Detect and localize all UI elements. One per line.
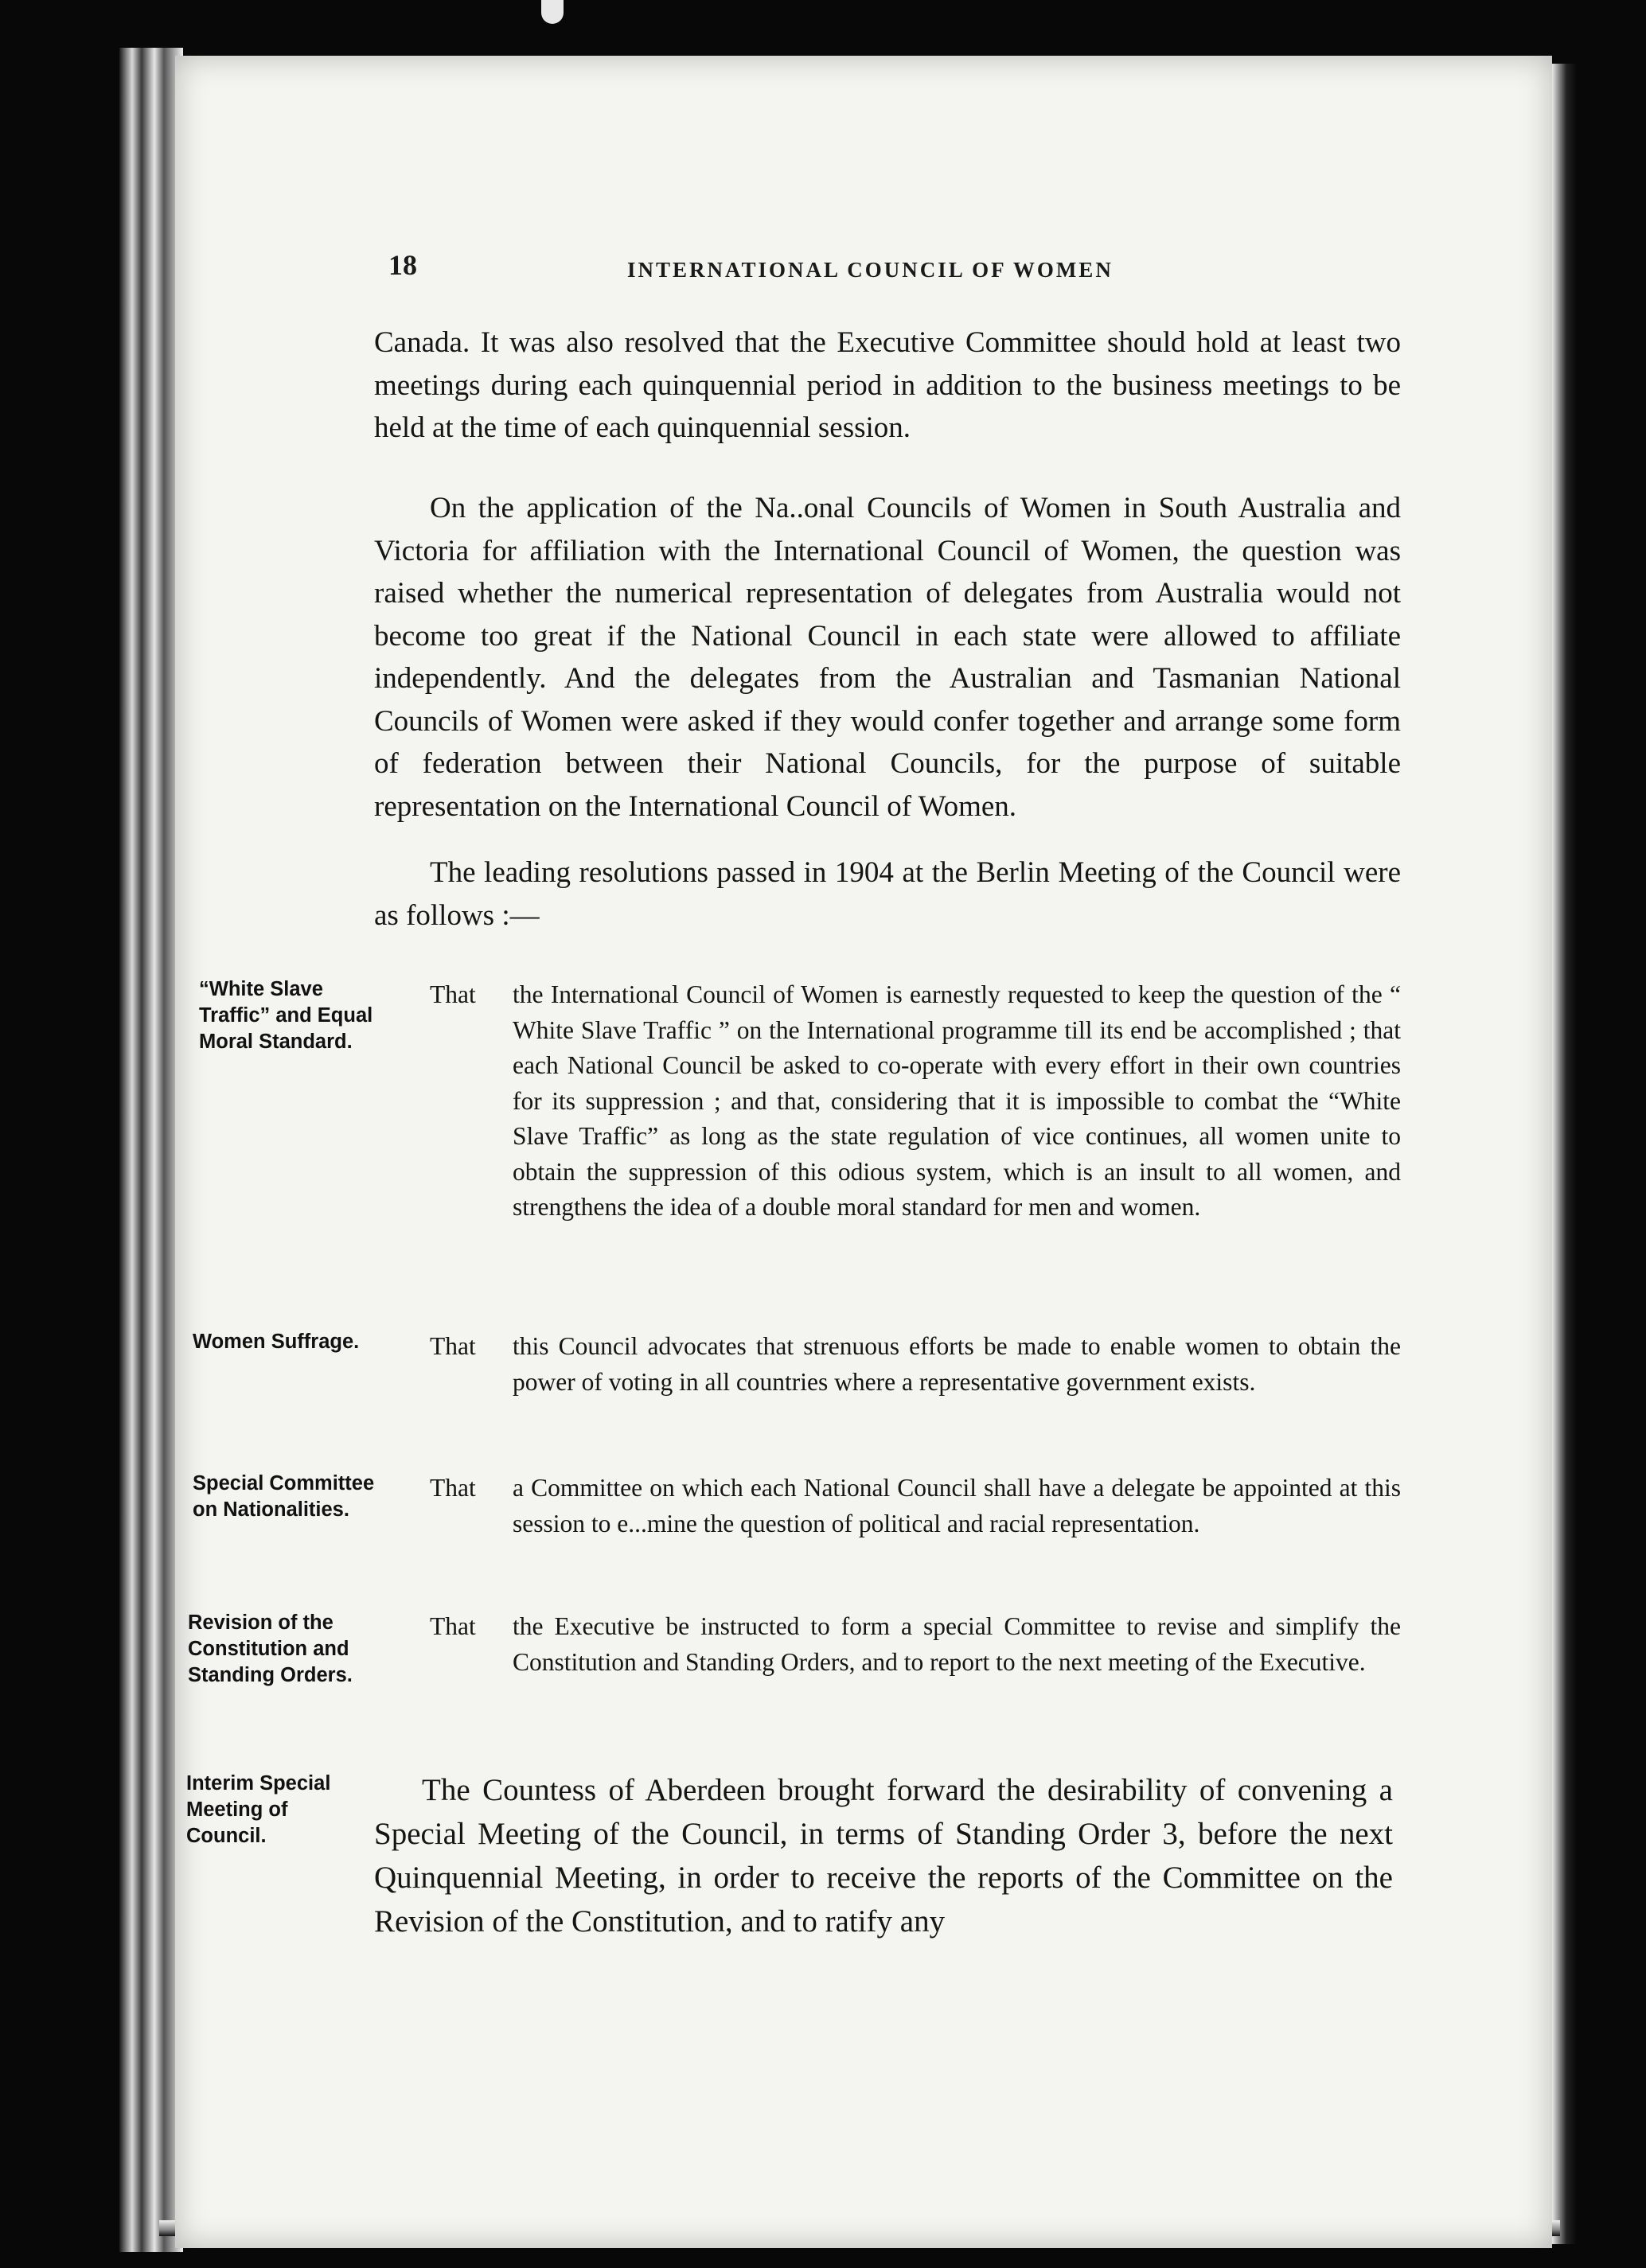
sidenote-women-suffrage: Women Suffrage. xyxy=(193,1331,360,1353)
resolution-women-suffrage xyxy=(430,1329,1401,1400)
sidenote-revision-constitution: Revision of the Constitution and Standing Orders. xyxy=(188,1611,353,1686)
resolution-label: That xyxy=(430,1474,476,1502)
page-number: 18 xyxy=(388,249,417,281)
resolution-text: a Committee on which each National Council shall have a delegate be appointed at this session to e...mine the question of political and racial representation. xyxy=(513,1474,1401,1537)
scan-corner-mark xyxy=(541,0,564,24)
running-head: INTERNATIONAL COUNCIL OF WOMEN xyxy=(627,258,1114,282)
page-right-edge xyxy=(1552,64,1576,2244)
resolution-white-slave-traffic xyxy=(430,977,1401,1226)
paragraph-countess-aberdeen: The Countess of Aberdeen brought forward the desirability of convening a Special Meeting of the Council, in terms of Standing Order 3, before the next Quinquennial Meeting, in order to receive the reports of the Committee on the Revision of the Constitution, and to ratify any xyxy=(374,1773,1393,1939)
paragraph-continuation: Canada. It was also resolved that the Executive Committee should hold at least two meetings during each quinquennial period in addition to the business meetings to be held at the time of each quinquennial session. xyxy=(374,326,1401,444)
sidenote-white-slave-traffic: “White Slave Traffic” and Equal Moral Standard. xyxy=(199,978,373,1053)
paragraph-australia: On the application of the Na..onal Councils of Women in South Australia and Victoria for affiliation with the International Council of Women, the question was raised whether the numerical representation of delegates from Australia would not become too great if the National Council in each state were allowed to affiliate independently. And the delegates from the Australian and Tasmanian National Councils of Women were asked if they would confer together and arrange some form of federation between their National Councils, for the purpose of suitable representation on the International Council of Women. xyxy=(374,492,1401,823)
page-header xyxy=(388,248,1415,288)
sidenote-interim-meeting: Interim Special Meeting of Council. xyxy=(186,1772,331,1847)
book-binding xyxy=(119,48,183,2252)
resolution-revision-constitution xyxy=(430,1609,1401,1680)
resolution-label: That xyxy=(430,1332,476,1360)
resolution-label: That xyxy=(430,980,476,1008)
resolution-text: the International Council of Women is earnestly requested to keep the question of the “ White Slave Traffic ” on the International programme till its end be accomplished ; that each National Council be asked to co-operate with every effort in their own countries for its suppression ; and that, considering that it is impossible to combat the “White Slave Traffic” as long as the state regulation of vice continues, all women unite to obtain the suppression of this odious system, which is an insult to all women, and strengthens the idea of a double moral standard for men and women. xyxy=(513,980,1401,1221)
sidenote-special-committee: Special Committee on Nationalities. xyxy=(193,1472,375,1521)
resolution-special-committee xyxy=(430,1471,1401,1541)
resolution-text: this Council advocates that strenuous efforts be made to enable women to obtain the power of voting in all countries where a representative government exists. xyxy=(513,1332,1401,1396)
resolution-text: the Executive be instructed to form a special Committee to revise and simplify the Constitution and Standing Orders, and to report to the next meeting of the Executive. xyxy=(513,1612,1401,1676)
resolution-label: That xyxy=(430,1612,476,1640)
paragraph-resolutions-intro: The leading resolutions passed in 1904 at the Berlin Meeting of the Council were as follows :— xyxy=(374,856,1401,932)
